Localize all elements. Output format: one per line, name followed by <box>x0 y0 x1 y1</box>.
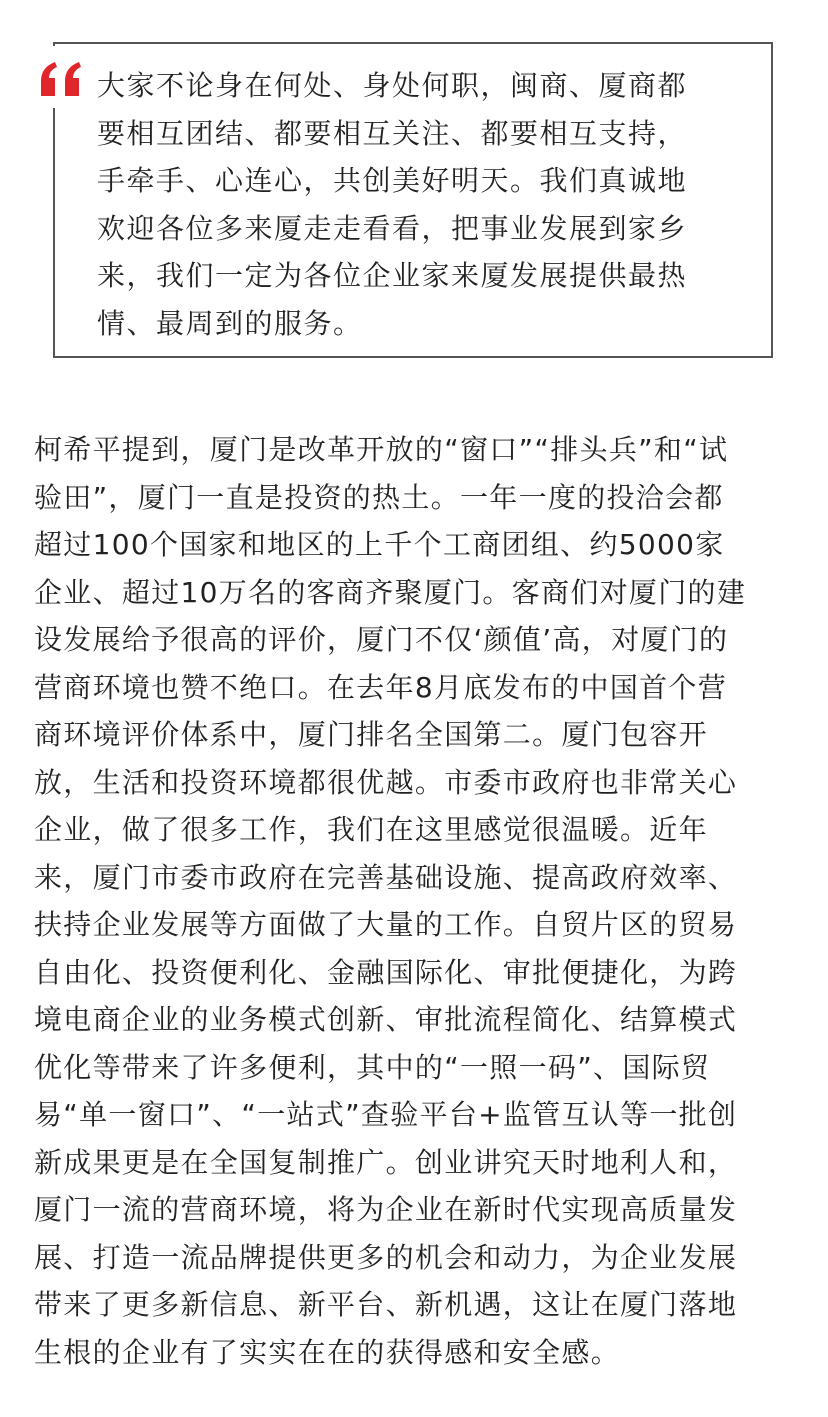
quote-line: 手牵手、心连心，共创美好明天。我们真诚地 <box>97 164 688 198</box>
article-line: 新成果更是在全国复制推广。创业讲究天时地利人和， <box>34 1145 738 1179</box>
article-line: 超过100个国家和地区的上千个工商团组、约5000家 <box>34 528 725 561</box>
quote-line: 欢迎各位多来厦走走看看，把事业发展到家乡 <box>97 211 688 245</box>
article-line: 商环境评价体系中，厦门排名全国第二。厦门包容开 <box>34 718 708 751</box>
article-line: 生根的企业有了实实在在的获得感和安全感。 <box>34 1335 621 1369</box>
article-line: 易“单一窗口”、“一站式”查验平台+监管互认等一批创 <box>34 1098 738 1131</box>
article-line: 柯希平提到，厦门是改革开放的“窗口”“排头兵”和“试 <box>34 433 729 466</box>
article-line: 扶持企业发展等方面做了大量的工作。自贸片区的贸易 <box>34 908 738 941</box>
quote-line: 大家不论身在何处、身处何职，闽商、厦商都 <box>97 69 688 102</box>
article-line: 验田”，厦门一直是投资的热土。一年一度的投洽会都 <box>34 480 724 514</box>
article-line: 企业、超过10万名的客商齐聚厦门。客商们对厦门的建 <box>34 575 747 609</box>
quote-text <box>97 62 767 348</box>
quote-line: 要相互团结、都要相互关注、都要相互支持， <box>97 116 688 150</box>
article-line: 自由化、投资便利化、金融国际化、审批便捷化，为跨 <box>34 955 738 989</box>
article-line: 放，生活和投资环境都很优越。市委市政府也非常关心 <box>34 765 738 799</box>
article-line: 优化等带来了许多便利，其中的“一照一码”、国际贸 <box>34 1050 711 1084</box>
article-line: 境电商企业的业务模式创新、审批流程简化、结算模式 <box>34 1003 738 1036</box>
article-line: 企业，做了很多工作，我们在这里感觉很温暖。近年 <box>34 813 708 846</box>
quote-line: 情、最周到的服务。 <box>97 306 363 340</box>
quote-box <box>53 42 773 358</box>
article-line: 展、打造一流品牌提供更多的机会和动力，为企业发展 <box>34 1240 738 1274</box>
article-line: 设发展给予很高的评价，厦门不仅‘颜值’高，对厦门的 <box>34 623 729 656</box>
article-line: 厦门一流的营商环境，将为企业在新时代实现高质量发 <box>34 1193 738 1226</box>
left-double-quote-icon <box>33 46 93 108</box>
left-double-quote-icon-graphic <box>33 46 93 108</box>
article-line: 来，厦门市委市政府在完善基础设施、提高政府效率、 <box>34 860 738 894</box>
article-paragraph <box>34 426 800 1376</box>
article-line: 带来了更多新信息、新平台、新机遇，这让在厦门落地 <box>34 1288 738 1321</box>
article-line: 营商环境也赞不绝口。在去年8月底发布的中国首个营 <box>34 670 728 704</box>
quote-line: 来，我们一定为各位企业家来厦发展提供最热 <box>97 259 688 293</box>
